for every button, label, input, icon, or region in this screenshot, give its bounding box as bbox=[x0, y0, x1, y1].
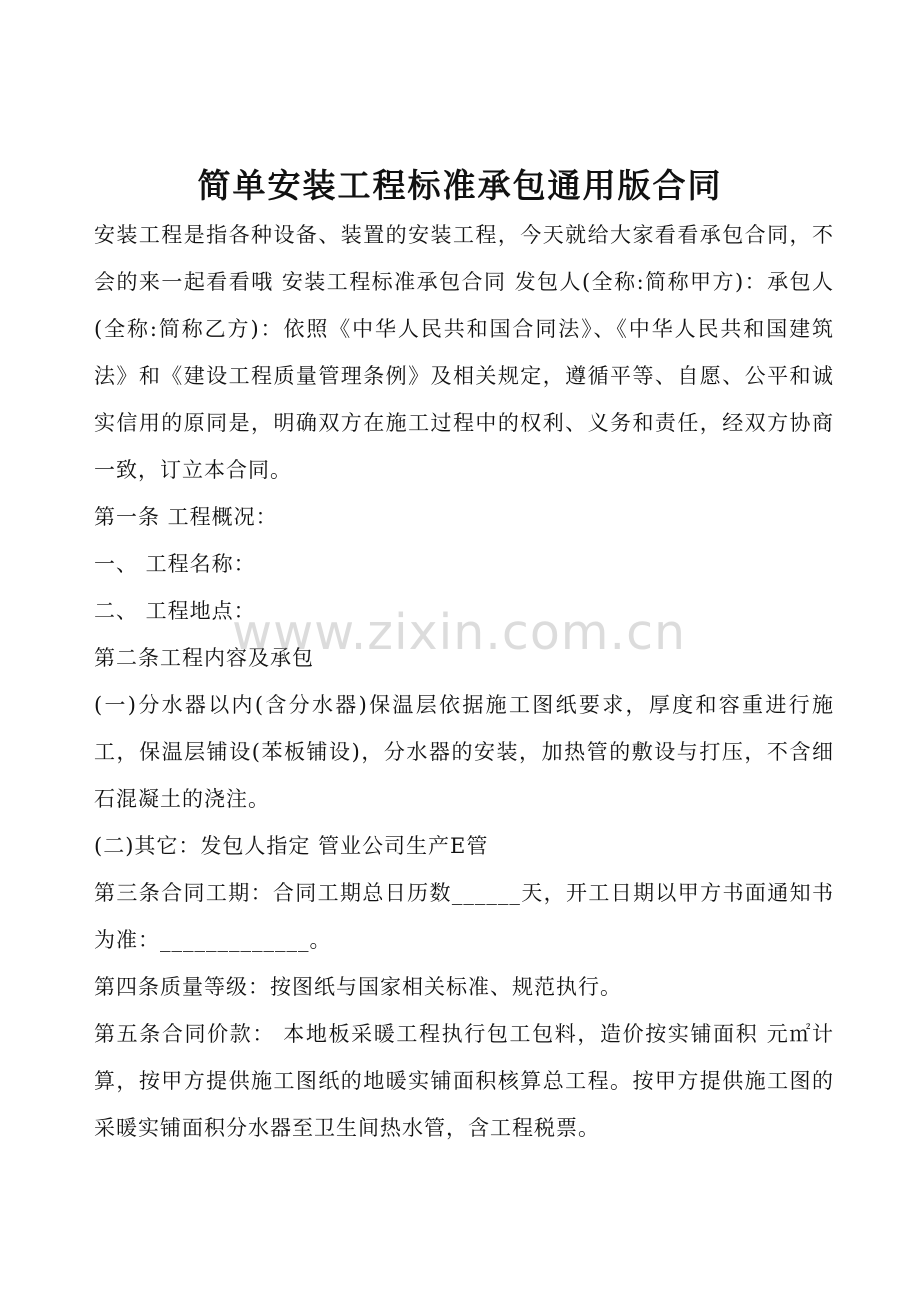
document-body bbox=[94, 212, 834, 1152]
article-2-heading: 第二条工程内容及承包 bbox=[94, 646, 314, 670]
article-1-heading: 第一条 工程概况： bbox=[94, 505, 278, 529]
intro-paragraph: 安装工程是指各种设备、装置的安装工程，今天就给大家看看承包合同，不会的来一起看看哦 安装工程标准承包合同 发包人(全称:简称甲方)：承包人(全称:简称乙方)：依照《中华人民共和国合同法》、《中华人民共和国建筑法》和《建设工程质量管理条例》及相关规定，遵循平等、自愿、公平和诚实信用的原同是，明确双方在施工过程中的权利、义务和责任，经双方协商一致，订立本合同。 bbox=[94, 223, 834, 482]
watermark: www.zixin.com.cn bbox=[232, 604, 687, 661]
article-3-paragraph: 第三条合同工期：合同工期总日历数______天，开工日期以甲方书面通知书为准：_____________。 bbox=[94, 881, 834, 952]
project-location-line: 二、 工程地点： bbox=[94, 599, 256, 623]
project-name-line: 一、 工程名称： bbox=[94, 552, 256, 576]
article-5-paragraph: 第五条合同价款： 本地板采暖工程执行包工包料，造价按实铺面积 元㎡计算，按甲方提供施工图纸的地暖实铺面积核算总工程。按甲方提供施工图的采暖实铺面积分水器至卫生间热水管，含工程税票。 bbox=[94, 1022, 834, 1140]
document-title: 简单安装工程标准承包通用版合同 bbox=[197, 166, 723, 205]
article-4-paragraph: 第四条质量等级：按图纸与国家相关标准、规范执行。 bbox=[94, 975, 622, 999]
scope-item-1: (一)分水器以内(含分水器)保温层依据施工图纸要求，厚度和容重进行施工，保温层铺设(苯板铺设)，分水器的安装，加热管的敷设与打压，不含细石混凝土的浇注。 bbox=[94, 693, 834, 811]
scope-item-2: (二)其它：发包人指定 管业公司生产E管 bbox=[94, 834, 489, 858]
